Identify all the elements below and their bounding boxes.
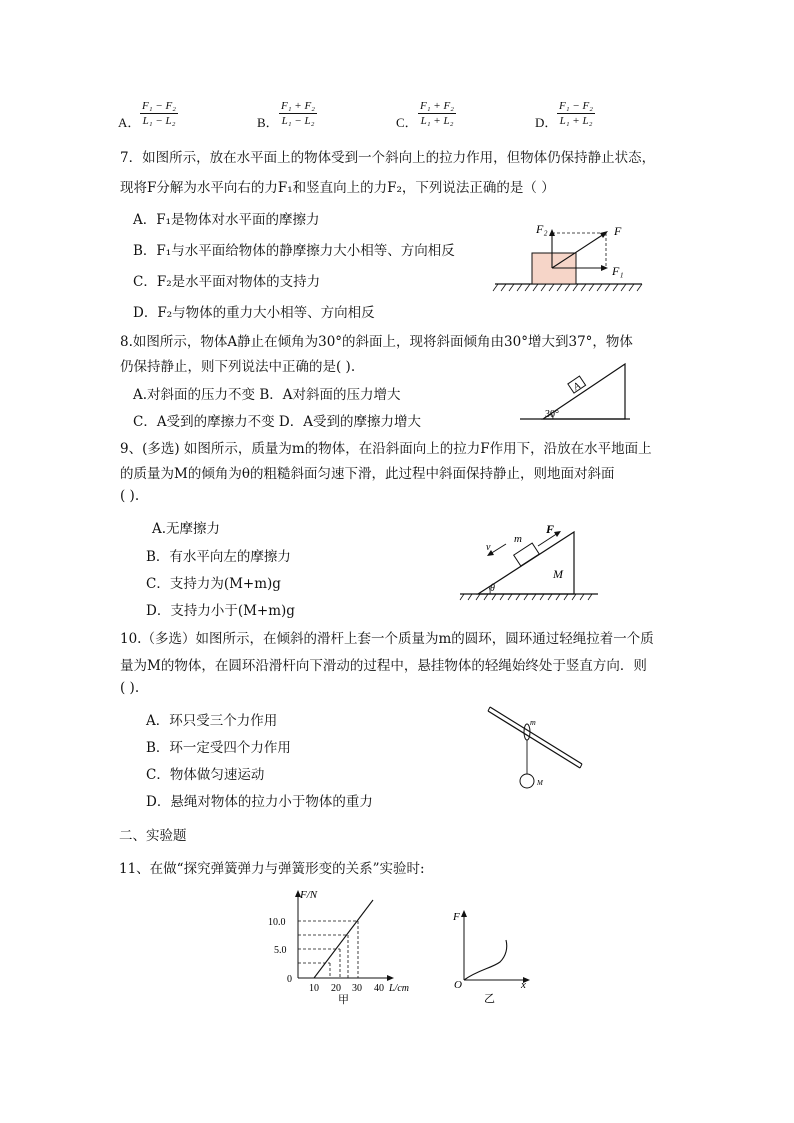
q9-stem-line2: 的质量为M的倾角为θ的粗糙斜面匀速下滑，此过程中斜面保持静止，则地面对斜面 xyxy=(120,466,615,482)
graph-jia-xlabel: L/cm xyxy=(389,983,409,994)
label-f1: F₁ xyxy=(612,264,624,278)
label-theta: θ xyxy=(490,583,495,594)
q7-option-d: D．F₂与物体的重力大小相等、方向相反 xyxy=(133,305,375,321)
q9-stem-line3: ( ). xyxy=(120,488,140,504)
label-m: m xyxy=(514,533,522,545)
label-big-m: M xyxy=(553,567,563,581)
q10-option-d: D．悬绳对物体的拉力小于物体的重力 xyxy=(146,794,373,810)
q9-option-c: C．支持力为(M+m)g xyxy=(146,576,281,592)
label-f: F xyxy=(546,522,555,536)
label-v: v xyxy=(486,542,491,553)
label-f2: F₂ xyxy=(536,222,548,236)
denominator: L₁ + L₂ xyxy=(559,115,593,127)
ytick-5: 5.0 xyxy=(274,945,287,956)
label-f: F xyxy=(614,224,622,238)
q7-stem-line1: 7．如图所示，放在水平面上的物体受到一个斜向上的拉力作用，但物体仍保持静止状态， xyxy=(120,150,656,166)
q8-stem-line2: 仍保持静止，则下列说法中正确的是( ). xyxy=(120,359,356,375)
q9-option-d: D．支持力小于(M+m)g xyxy=(146,603,295,619)
denominator: L₁ − L₂ xyxy=(142,115,176,127)
q6-option-d-fraction xyxy=(557,99,595,128)
numerator: F₁ − F₂ xyxy=(559,100,594,112)
q6-option-d-letter: D． xyxy=(535,115,558,130)
q8-options-row1: A.对斜面的压力不变 B．A对斜面的压力增大 xyxy=(133,387,401,403)
numerator: F₁ + F₂ xyxy=(420,100,455,112)
q6-option-b-letter: B． xyxy=(257,115,279,130)
numerator: F₁ + F₂ xyxy=(281,100,316,112)
numerator: F₁ − F₂ xyxy=(142,100,177,112)
graph-jia-ylabel: F/N xyxy=(300,889,318,901)
q7-option-a: A．F₁是物体对水平面的摩擦力 xyxy=(133,212,320,228)
denominator: L₁ − L₂ xyxy=(281,115,315,127)
graph-yi-caption: 乙 xyxy=(484,993,495,1005)
graph-jia-caption: 甲 xyxy=(338,994,349,1006)
graph-yi-ylabel: F xyxy=(453,911,460,923)
label-m: m xyxy=(530,718,536,727)
xtick-30: 30 xyxy=(352,983,362,994)
q6-option-a-fraction xyxy=(140,99,178,128)
q7-option-b: B．F₁与水平面给物体的静摩擦力大小相等、方向相反 xyxy=(133,243,455,259)
graph-yi-xlabel: x xyxy=(521,979,526,991)
q10-figure xyxy=(484,702,594,798)
q8-stem-line1: 8.如图所示，物体A静止在倾角为30°的斜面上，现将斜面倾角由30°增大到37°，物体 xyxy=(120,334,633,350)
q6-option-c-fraction xyxy=(418,99,456,128)
xtick-40: 40 xyxy=(374,983,384,994)
denominator: L₁ + L₂ xyxy=(420,115,454,127)
label-angle: 30° xyxy=(545,409,559,420)
ytick-0: 0 xyxy=(287,974,292,985)
graph-yi-origin: O xyxy=(454,979,462,991)
q6-option-c-letter: C． xyxy=(396,115,418,130)
xtick-20: 20 xyxy=(331,983,341,994)
xtick-10: 10 xyxy=(309,983,319,994)
q7-option-c: C．F₂是水平面对物体的支持力 xyxy=(133,274,321,290)
q6-option-b-fraction xyxy=(279,99,317,128)
q8-figure xyxy=(515,360,635,428)
ytick-10: 10.0 xyxy=(268,917,286,928)
q6-option-a-letter: A． xyxy=(118,115,141,130)
q10-option-c: C．物体做匀速运动 xyxy=(146,767,265,783)
q7-stem-line2: 现将F分解为水平向右的力F₁和竖直向上的力F₂，下列说法正确的是（ ） xyxy=(120,180,555,196)
graph-jia xyxy=(268,882,426,1006)
label-a: A xyxy=(571,380,583,394)
q7-figure xyxy=(490,215,650,295)
q9-option-a: A.无摩擦力 xyxy=(152,521,221,537)
q11-stem: 11、在做“探究弹簧弹力与弹簧形变的关系”实验时: xyxy=(119,861,425,877)
q8-options-row2: C．A受到的摩擦力不变 D．A受到的摩擦力增大 xyxy=(133,414,421,430)
hanging-ball xyxy=(520,774,534,788)
q10-stem-line2: 量为M的物体，在圆环沿滑杆向下滑动的过程中，悬挂物体的轻绳始终处于竖直方向．则 xyxy=(120,658,647,674)
q10-option-a: A．环只受三个力作用 xyxy=(146,713,278,729)
q9-option-b: B．有水平向左的摩擦力 xyxy=(146,549,291,565)
q9-figure xyxy=(460,520,600,602)
label-big-m: M xyxy=(537,779,543,787)
graph-yi xyxy=(448,904,538,1008)
section-heading-experiment: 二、实验题 xyxy=(119,828,187,844)
q10-option-b: B．环一定受四个力作用 xyxy=(146,740,291,756)
q10-stem-line1: 10.（多选）如图所示，在倾斜的滑杆上套一个质量为m的圆环，圆环通过轻绳拉着一个质 xyxy=(120,631,654,647)
q10-stem-line3: ( ). xyxy=(120,680,140,696)
block-m xyxy=(514,543,540,566)
graph-yi-curve xyxy=(464,940,507,980)
q9-stem-line1: 9、(多选) 如图所示，质量为m的物体，在沿斜面向上的拉力F作用下，沿放在水平地面上 xyxy=(120,441,652,457)
